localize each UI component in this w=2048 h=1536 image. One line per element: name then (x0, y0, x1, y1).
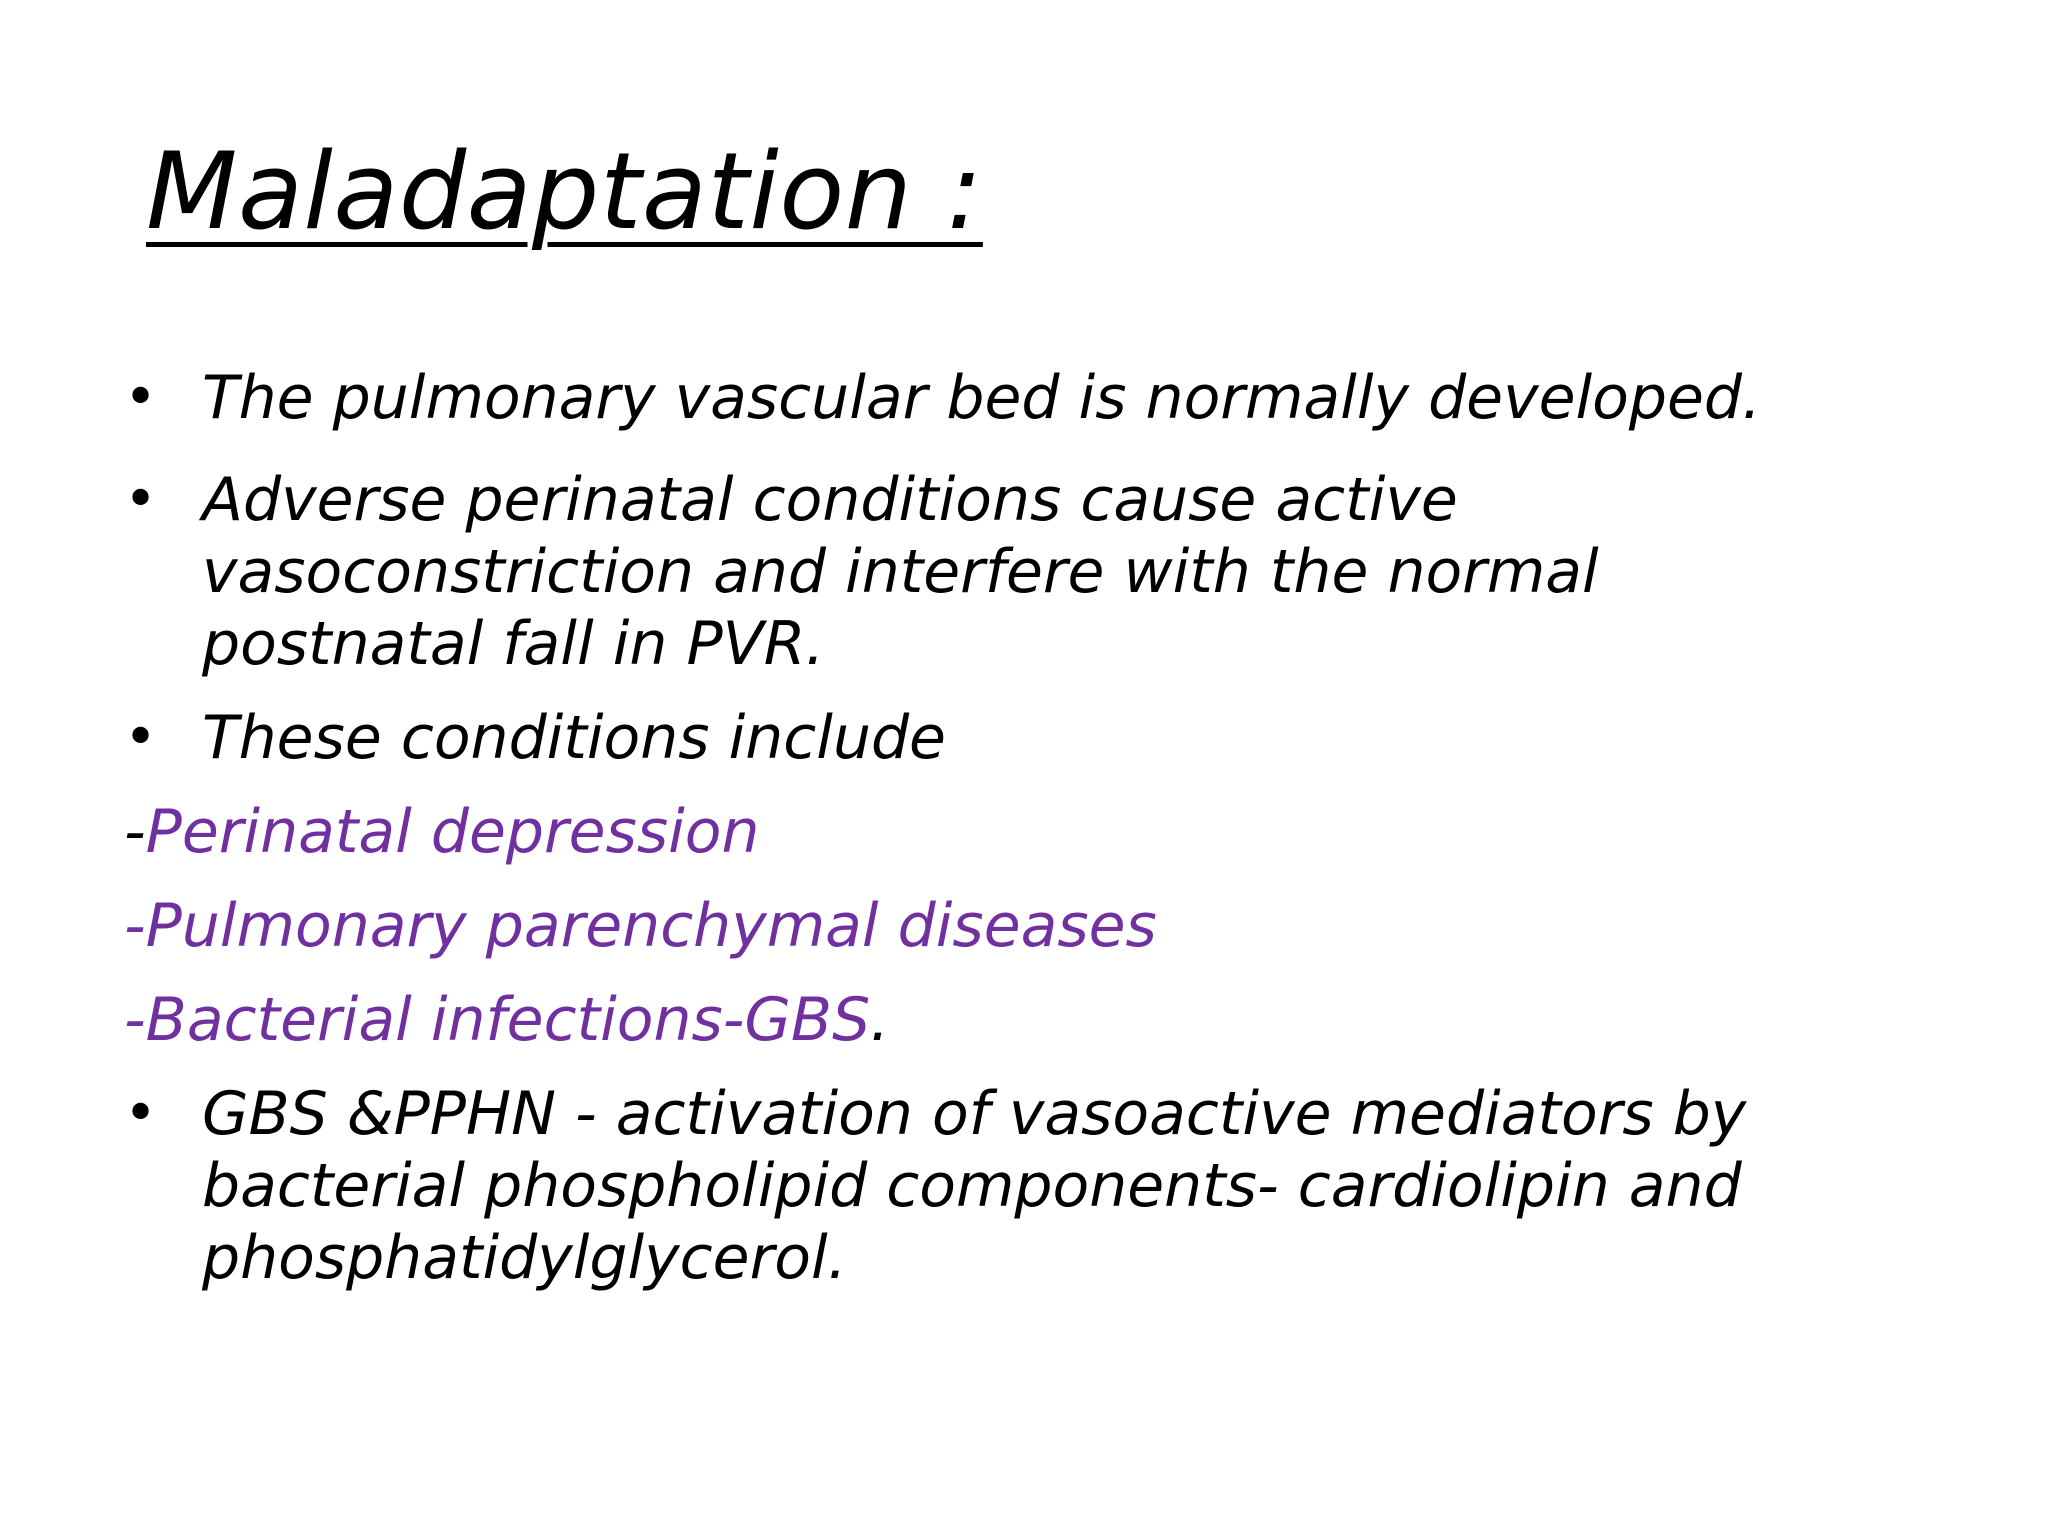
sub-item-perinatal-depression (124, 796, 760, 868)
sub-item-text: Pulmonary parenchymal diseases (145, 891, 1157, 961)
sub-item-text: Perinatal depression (145, 797, 760, 867)
bullet-marker: • (124, 365, 158, 430)
sub-item-dash: - (124, 797, 146, 867)
bullet-item-4 (124, 1078, 1884, 1294)
sub-item-dash: - (124, 985, 146, 1055)
bullet-item-3 (124, 702, 2004, 774)
slide-title: Maladaptation : (146, 130, 983, 253)
bullet-marker: • (124, 705, 158, 770)
sub-item-bacterial-infections (124, 984, 889, 1056)
bullet-marker: • (124, 1081, 158, 1146)
sub-item-text: Bacterial infections-GBS (145, 985, 871, 1055)
bullet-item-2 (124, 464, 1684, 680)
bullet-item-1 (124, 362, 2004, 434)
sub-item-dash: - (124, 891, 146, 961)
sub-item-trailing-period: . (870, 985, 890, 1055)
bullet-text: Adverse perinatal conditions cause active vasoconstriction and interfere with the normal postnatal fall in PVR. (202, 465, 1599, 679)
bullet-marker: • (124, 467, 158, 532)
bullet-text: The pulmonary vascular bed is normally developed. (202, 363, 1762, 433)
bullet-text: These conditions include (202, 703, 946, 773)
sub-item-pulmonary-parenchymal (124, 890, 1157, 962)
bullet-text: GBS &PPHN - activation of vasoactive mediators by bacterial phospholipid components- cardiolipin and phosphatidylglycerol. (202, 1079, 1747, 1293)
